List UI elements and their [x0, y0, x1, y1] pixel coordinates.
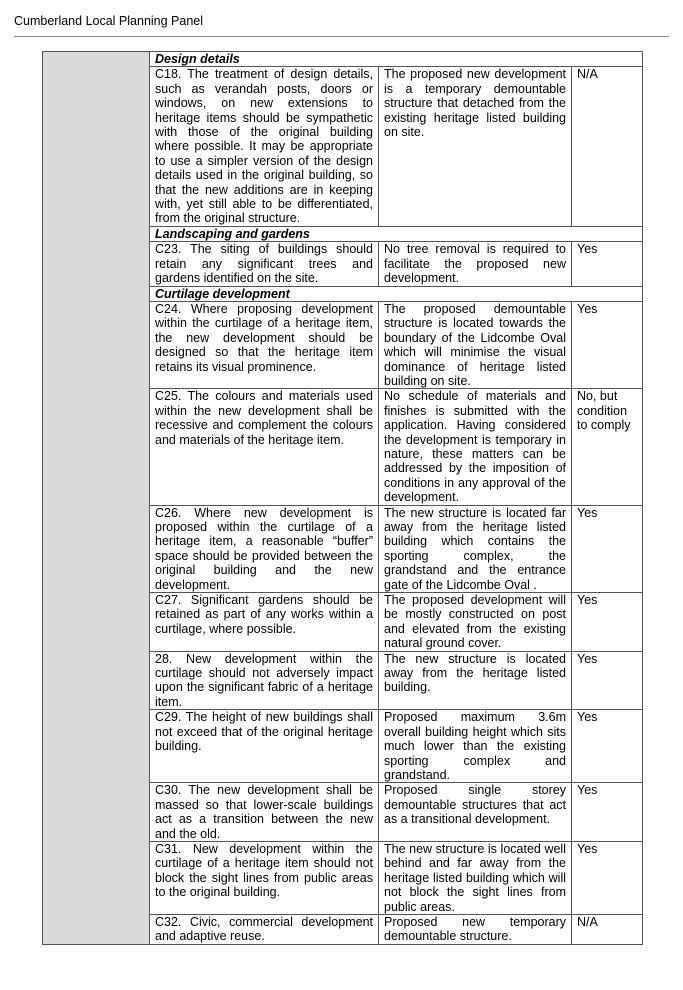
comment-cell: The new structure is located far away from the heritage listed building which contains the sporting complex, the grandstand and the entrance gate of the Lidcombe Oval .: [379, 505, 572, 592]
compliance-cell: Yes: [572, 651, 643, 710]
compliance-cell: Yes: [572, 242, 643, 286]
comment-cell: The new structure is located well behind and far away from the heritage listed building which will not block the sight lines from public areas.: [379, 841, 572, 914]
requirement-cell: C32. Civic, commercial development and adaptive reuse.: [150, 914, 379, 944]
requirement-cell: C24. Where proposing development within the curtilage of a heritage item, the new development should be designed so that the heritage item retains its visual prominence.: [150, 301, 379, 388]
compliance-cell: Yes: [572, 841, 643, 914]
comment-cell: The proposed development will be mostly constructed on post and elevated from the existing natural ground cover.: [379, 593, 572, 652]
comment-cell: No tree removal is required to facilitate the proposed new development.: [379, 242, 572, 286]
header-divider: [14, 36, 669, 37]
requirement-cell: C18. The treatment of design details, such as verandah posts, doors or windows, on new extensions to heritage items should be sympathetic with those of the original building where possible. It may be appropriate to use a simpler version of the design details used in the original building, so that the new additions are in keeping with, yet still able to be differentiated, from the original structure.: [150, 67, 379, 226]
compliance-cell: Yes: [572, 301, 643, 388]
grey-label-cell: [43, 52, 150, 945]
section-heading: Curtilage development: [150, 286, 643, 301]
table-body: [43, 52, 643, 945]
requirement-cell: C30. The new development shall be massed so that lower-scale buildings act as a transition between the new and the old.: [150, 783, 379, 842]
compliance-cell: N/A: [572, 67, 643, 226]
requirement-cell: C23. The siting of buildings should retain any significant trees and gardens identified on the site.: [150, 242, 379, 286]
comment-cell: Proposed maximum 3.6m overall building height which sits much lower than the existing sporting complex and grandstand.: [379, 710, 572, 783]
heritage-assessment-table: [42, 51, 643, 945]
compliance-cell: Yes: [572, 710, 643, 783]
section-heading: Landscaping and gardens: [150, 226, 643, 241]
compliance-cell: Yes: [572, 783, 643, 842]
requirement-cell: 28. New development within the curtilage should not adversely impact upon the significant fabric of a heritage item.: [150, 651, 379, 710]
requirement-cell: C25. The colours and materials used within the new development shall be recessive and complement the colours and materials of the heritage item.: [150, 389, 379, 505]
comment-cell: No schedule of materials and finishes is submitted with the application. Having considered the development is temporary in nature, these matters can be addressed by the imposition of conditions in any approval of the development.: [379, 389, 572, 505]
compliance-cell: N/A: [572, 914, 643, 944]
comment-cell: Proposed new temporary demountable structure.: [379, 914, 572, 944]
section-row: [43, 52, 643, 67]
page-header-title: Cumberland Local Planning Panel: [14, 14, 204, 28]
comment-cell: The new structure is located away from the heritage listed building.: [379, 651, 572, 710]
compliance-cell: Yes: [572, 505, 643, 592]
comment-cell: The proposed demountable structure is located towards the boundary of the Lidcombe Oval which will minimise the visual dominance of heritage listed building on site.: [379, 301, 572, 388]
requirement-cell: C27. Significant gardens should be retained as part of any works within a curtilage, where possible.: [150, 593, 379, 652]
section-heading: Design details: [150, 52, 643, 67]
compliance-cell: No, but condition to comply: [572, 389, 643, 505]
compliance-cell: Yes: [572, 593, 643, 652]
requirement-cell: C26. Where new development is proposed within the curtilage of a heritage item, a reasonable “buffer” space should be provided between the original building and the new development.: [150, 505, 379, 592]
requirement-cell: C31. New development within the curtilage of a heritage item should not block the sight lines from public areas to the original building.: [150, 841, 379, 914]
requirement-cell: C29. The height of new buildings shall not exceed that of the original heritage building.: [150, 710, 379, 783]
comment-cell: The proposed new development is a temporary demountable structure that detached from the existing heritage listed building on site.: [379, 67, 572, 226]
comment-cell: Proposed single storey demountable structures that act as a transitional development.: [379, 783, 572, 842]
